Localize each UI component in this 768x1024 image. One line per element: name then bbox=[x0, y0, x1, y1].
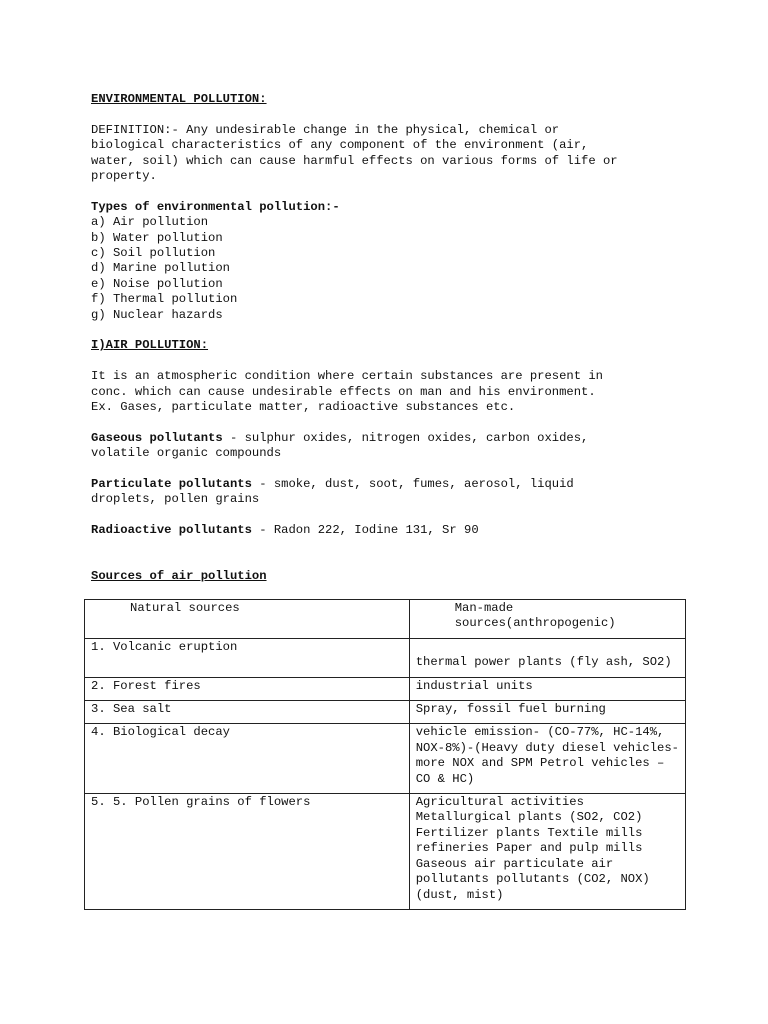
cell-text: Agricultural activities bbox=[415, 795, 584, 810]
sources-table bbox=[84, 599, 686, 910]
types-list bbox=[91, 215, 691, 323]
cell-text: 2. Forest fires bbox=[91, 678, 201, 693]
radioactive-label: Radioactive pollutants bbox=[91, 523, 252, 538]
cell-text: vehicle emission- (CO-77%, HC-14%, bbox=[415, 725, 665, 740]
table-header-row bbox=[85, 600, 686, 639]
list-item: b) Water pollution bbox=[91, 230, 223, 245]
gaseous-text: - sulphur oxides, nitrogen oxides, carbon oxides, bbox=[222, 430, 589, 445]
particulate-pollutants bbox=[91, 477, 691, 508]
table-row bbox=[85, 794, 686, 910]
natural-source-cell bbox=[85, 724, 410, 794]
natural-source-cell bbox=[85, 794, 410, 910]
list-item: c) Soil pollution bbox=[91, 246, 216, 261]
definition-line: property. bbox=[91, 169, 157, 184]
cell-text: more NOX and SPM Petrol vehicles – bbox=[415, 756, 665, 771]
particulate-text: - smoke, dust, soot, fumes, aerosol, liquid bbox=[251, 477, 574, 492]
cell-text: thermal power plants (fly ash, SO2) bbox=[415, 655, 672, 670]
definition bbox=[91, 123, 691, 185]
cell-text: 5. 5. Pollen grains of flowers bbox=[91, 795, 311, 810]
air-pollution-heading: I)AIR POLLUTION: bbox=[91, 338, 209, 353]
list-item: f) Thermal pollution bbox=[91, 292, 238, 307]
cell-text: refineries Paper and pulp mills bbox=[415, 841, 643, 856]
list-item: g) Nuclear hazards bbox=[91, 307, 223, 322]
list-item: d) Marine pollution bbox=[91, 261, 230, 276]
definition-line: DEFINITION:- Any undesirable change in the physical, chemical or bbox=[91, 122, 560, 137]
column-header-natural: Natural sources bbox=[85, 600, 410, 639]
cell-text: 4. Biological decay bbox=[91, 725, 230, 740]
cell-text bbox=[416, 640, 679, 655]
table-row bbox=[85, 638, 686, 677]
cell-text: (dust, mist) bbox=[415, 887, 504, 902]
cell-text: NOX-8%)-(Heavy duty diesel vehicles- bbox=[415, 740, 679, 755]
cell-text: Spray, fossil fuel burning bbox=[415, 702, 606, 717]
air-intro-line: conc. which can cause undesirable effects on man and his environment. bbox=[91, 384, 596, 399]
gaseous-label: Gaseous pollutants bbox=[91, 430, 223, 445]
natural-source-cell bbox=[85, 701, 410, 724]
manmade-source-cell bbox=[409, 794, 685, 910]
particulate-label: Particulate pollutants bbox=[91, 477, 252, 492]
table-row bbox=[85, 701, 686, 724]
radioactive-pollutants bbox=[91, 523, 691, 538]
types-heading: Types of environmental pollution:- bbox=[91, 199, 340, 214]
cell-text: 1. Volcanic eruption bbox=[91, 639, 238, 654]
manmade-source-cell bbox=[409, 724, 685, 794]
cell-text: CO & HC) bbox=[415, 771, 475, 786]
sources-heading: Sources of air pollution bbox=[91, 569, 267, 584]
cell-text: Metallurgical plants (SO2, CO2) bbox=[415, 810, 643, 825]
list-item: a) Air pollution bbox=[91, 215, 209, 230]
manmade-source-cell bbox=[409, 638, 685, 677]
column-header-manmade: Man-made sources(anthropogenic) bbox=[409, 600, 685, 639]
table-row bbox=[85, 724, 686, 794]
particulate-text-2: droplets, pollen grains bbox=[91, 492, 260, 507]
natural-source-cell bbox=[85, 677, 410, 700]
manmade-source-cell bbox=[409, 677, 685, 700]
cell-text: 3. Sea salt bbox=[91, 702, 172, 717]
air-intro-line: It is an atmospheric condition where certain substances are present in bbox=[91, 369, 603, 384]
table-row bbox=[85, 677, 686, 700]
page-title: ENVIRONMENTAL POLLUTION: bbox=[91, 92, 267, 106]
definition-line: biological characteristics of any component of the environment (air, bbox=[91, 138, 589, 153]
cell-text: Gaseous air particulate air bbox=[415, 856, 614, 871]
table-body bbox=[85, 638, 686, 909]
cell-text: Fertilizer plants Textile mills bbox=[415, 825, 643, 840]
radioactive-text: - Radon 222, Iodine 131, Sr 90 bbox=[251, 523, 479, 538]
gaseous-pollutants bbox=[91, 431, 691, 462]
definition-line: water, soil) which can cause harmful effects on various forms of life or bbox=[91, 153, 618, 168]
cell-text: pollutants pollutants (CO2, NOX) bbox=[415, 872, 650, 887]
document-body bbox=[91, 92, 691, 585]
list-item: e) Noise pollution bbox=[91, 276, 223, 291]
gaseous-text-2: volatile organic compounds bbox=[91, 446, 282, 461]
manmade-source-cell bbox=[409, 701, 685, 724]
air-intro-line: Ex. Gases, particulate matter, radioactive substances etc. bbox=[91, 400, 516, 415]
natural-source-cell bbox=[85, 638, 410, 677]
cell-text: industrial units bbox=[415, 678, 533, 693]
air-intro bbox=[91, 369, 691, 415]
